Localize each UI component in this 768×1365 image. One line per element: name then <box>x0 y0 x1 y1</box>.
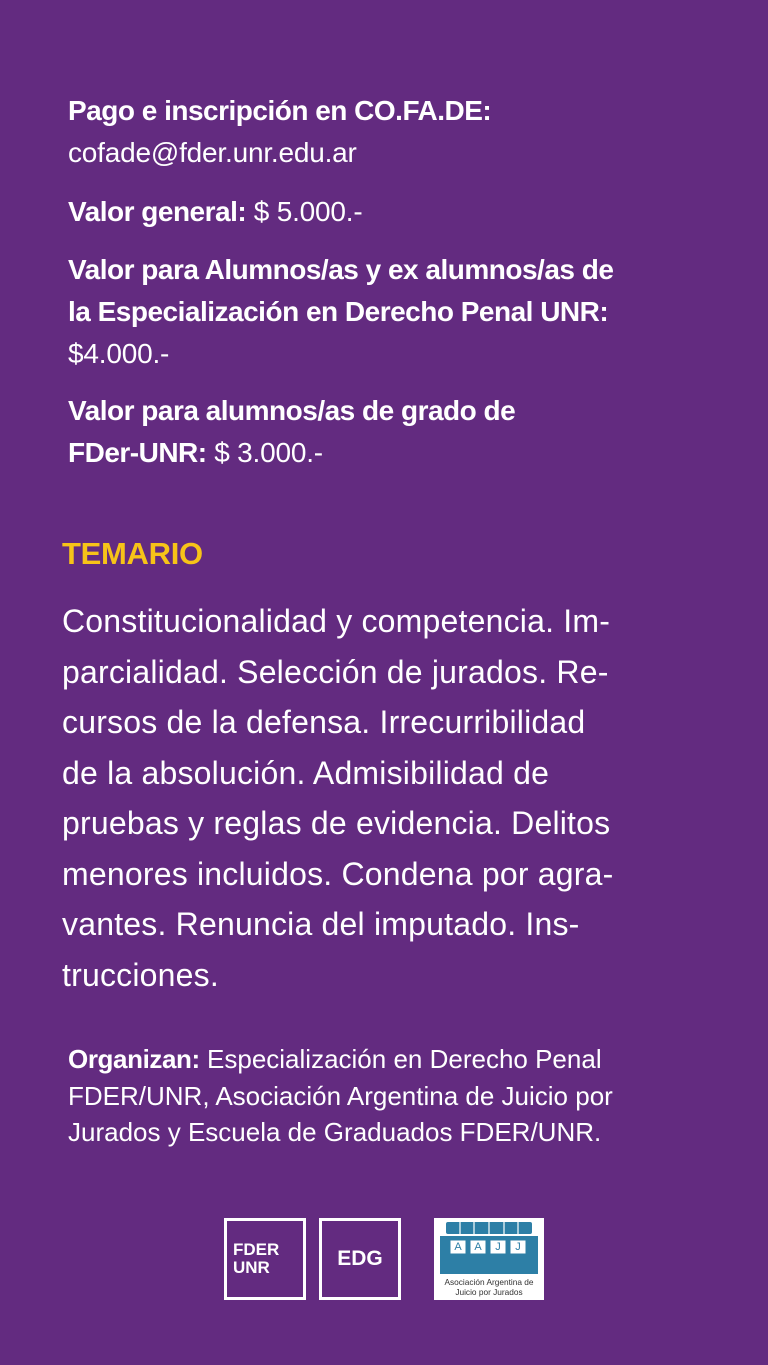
temario-line: trucciones. <box>62 956 219 993</box>
edg-logo-text: EDG <box>337 1247 383 1270</box>
undergrad-price-label-line2: FDer-UNR: <box>68 437 207 468</box>
edg-logo <box>319 1218 401 1300</box>
students-price-label-line2: la Especialización en Derecho Penal UNR: <box>68 296 609 327</box>
undergrad-price-label-line1: Valor para alumnos/as de grado de <box>68 395 516 426</box>
payment-email: cofade@fder.unr.edu.ar <box>68 137 357 168</box>
aajj-caption-line2: Juicio por Jurados <box>455 1287 523 1297</box>
aajj-caption-line1: Asociación Argentina de <box>444 1277 534 1287</box>
fder-logo-line2: UNR <box>233 1258 270 1277</box>
organizers-line1: Especialización en Derecho Penal <box>199 1044 602 1074</box>
aajj-letter: A <box>474 1241 482 1253</box>
fder-unr-logo <box>224 1218 306 1300</box>
students-price-value: $4.000.- <box>68 338 170 369</box>
general-price-label: Valor general: <box>68 196 247 227</box>
temario-heading: TEMARIO <box>62 536 203 571</box>
aajj-letter: J <box>515 1241 521 1253</box>
fder-logo-line1: FDER <box>233 1240 280 1259</box>
aajj-logo-graphic <box>434 1218 544 1300</box>
temario-line: pruebas y reglas de evidencia. Delitos <box>62 805 611 841</box>
undergrad-price-value: $ 3.000.- <box>206 437 323 468</box>
students-price <box>68 249 708 375</box>
temario-line: Constitucionalidad y competencia. Im- <box>62 603 611 639</box>
temario-line: vantes. Renuncia del imputado. Ins- <box>62 906 580 942</box>
aajj-letter: A <box>454 1241 462 1253</box>
temario-line: menores incluidos. Condena por agra- <box>62 855 614 892</box>
aajj-letter: J <box>495 1241 501 1253</box>
temario-text <box>62 596 722 1000</box>
undergrad-price <box>68 390 708 474</box>
organizers-line3: Jurados y Escuela de Graduados FDER/UNR. <box>68 1117 602 1147</box>
seat-base <box>440 1256 538 1274</box>
students-price-label-line1: Valor para Alumnos/as y ex alumnos/as de <box>68 254 614 285</box>
general-price <box>68 191 708 233</box>
aajj-logo <box>434 1218 544 1300</box>
organizers <box>68 1041 728 1151</box>
payment-info <box>68 90 708 174</box>
temario-line: cursos de la defensa. Irrecurribilidad <box>62 704 586 740</box>
temario-line: de la absolución. Admisibilidad de <box>62 754 550 791</box>
general-price-value: $ 5.000.- <box>246 196 363 227</box>
temario-line: parcialidad. Selección de jurados. Re- <box>62 653 609 690</box>
organizers-line2: FDER/UNR, Asociación Argentina de Juicio por <box>68 1080 613 1111</box>
organizers-label: Organizan: <box>68 1044 200 1074</box>
payment-label: Pago e inscripción en CO.FA.DE: <box>68 95 492 126</box>
